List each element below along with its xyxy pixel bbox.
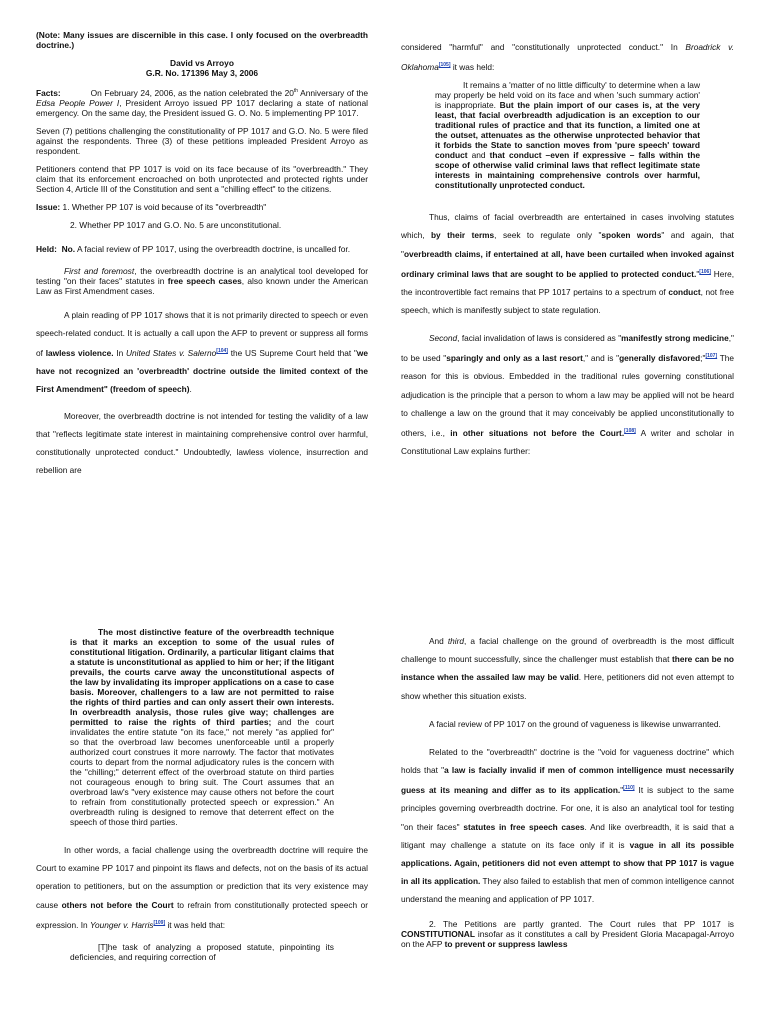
in-other-words-paragraph: In other words, a facial challenge using the overbreadth doctrine will require the Court to examine PP 1017 and pinpoint its flaws and defects, not on the basis of its actual operation to petitioners, but on the assumption or prediction that its very existence may cause others not before the Court to refrain from constitutionally protected speech or expression. In Younger v. Harris[109] it was held that: (36, 845, 369, 930)
petitioners-contend-paragraph: Petitioners contend that PP 1017 is void on its face because of its "overbreadth." They claim that its enforcement encroached on both unprotected and protected rights under Section 4, Article III of the Constitution and sent a "chilling effect" to the citizens. (36, 163, 368, 194)
thus-claims-paragraph: Thus, claims of facial overbreadth are entertained in cases involving statutes which, by their terms, seek to regulate only "spoken words" and again, that "overbreadth claims, if entertained at all, have been curtailed when invoked against ordinary criminal laws that are sought to be applied to protected conduct."[106] Here, the incontrovertible fact remains that PP 1017 pertains to a spectrum of conduct, not free speech, which is manifestly subject to state regulation. (401, 212, 735, 315)
footnote-link[interactable]: [104] (216, 348, 228, 355)
facts-label: Facts: (36, 87, 61, 98)
plain-reading-paragraph: A plain reading of PP 1017 shows that it is not primarily directed to speech or even speech-related conduct. It is actually a call upon the AFP to prevent or suppress all forms of lawless violence. In United States v. Salerno[104] the US Supreme Court held that "we have not recognized an 'overbreadth' doctrine outside the limited context of the First Amendment" (freedom of speech). (36, 309, 368, 395)
broadrick-intro: considered "harmful" and "constitutionally unprotected conduct." In Broadrick v. Oklahoma[105] it was held: (401, 42, 735, 72)
footnote-link[interactable]: [109] (153, 919, 166, 926)
footnote-link[interactable]: [107] (705, 353, 718, 360)
facts-paragraph: Facts: On February 24, 2006, as the nation celebrated the 20th Anniversary of the Edsa People Power I, President Arroyo issued PP 1017 declaring a state of national emergency. On the same day, the President issued G. O. No. 5 implementing PP 1017. (36, 87, 368, 118)
younger-quote: [T]he task of analyzing a proposed statute, pinpointing its deficiencies, and requiring correction of (70, 941, 334, 962)
footnote-link[interactable]: [108] (624, 427, 636, 434)
petitions-granted-paragraph: 2. The Petitions are partly granted. The Court rules that PP 1017 is CONSTITUTIONAL insofar as it constitutes a call by President Gloria Macapagal-Arroyo on the AFP to prevent or suppress lawless (401, 918, 734, 949)
third-paragraph: And third, a facial challenge on the ground of overbreadth is the most difficult challenge to mount successfully, since the challenger must establish that there can be no instance when the assailed law may be valid. Here, petitioners did not even attempt to show whether this situation exists. (401, 636, 735, 701)
column-top-right (401, 38, 734, 468)
scholar-quote: The most distinctive feature of the overbreadth technique is that it marks an exception to some of the usual rules of constitutional litigation. Ordinarily, a particular litigant claims that a statute is unconstitutional as applied to him or her; if the litigant prevails, the courts carve away the unconstitutional aspects of the law by invalidating its improper applications on a case to case basis. Moreover, challengers to a law are not permitted to raise the rights of third parties and can only assert their own interests. In overbreadth analysis, those rules give way; challenges are permitted to raise the rights of third parties; and the court invalidates the entire statute "on its face," not merely "as applied for" so that the overbroad law becomes unenforceable until a properly authorized court construes it more narrowly. The factor that motivates courts to depart from the normal adjudicatory rules is the concern with the "chilling;" deterrent effect of the overbroad statute on third parties not courageous enough to bring suit. The Court assumes that an overbroad law's "very existence may cause others not before the court to refrain from constitutionally protected speech or expression." An overbreadth ruling is designed to remove that deterrent effect on the speech of those third parties. (70, 627, 334, 827)
column-top-left (36, 30, 368, 487)
case-name: David vs Arroyo (170, 58, 234, 68)
moreover-paragraph: Moreover, the overbreadth doctrine is not intended for testing the validity of a law that "reflects legitimate state interest in maintaining comprehensive control over harmful, constitutionally unprotected conduct." Undoubtedly, lawless violence, insurrection and rebellion are (36, 410, 368, 476)
held-label: Held: (36, 243, 57, 254)
broadrick-quote: It remains a 'matter of no little difficulty' to determine when a law may properly be held void on its face and when 'such summary action' is inappropriate. But the plain import of our cases is, at the very least, that facial overbreadth adjudication is an exception to our traditional rules of practice and that its function, a limited one at the outset, attenuates as the otherwise unprotected behavior that it forbids the State to sanction moves from 'pure speech' toward conduct and that conduct –even if expressive – falls within the scope of otherwise valid criminal laws that reflect legitimate state interests in maintaining comprehensive controls over harmful, constitutionally unprotected conduct. (435, 80, 701, 191)
related-paragraph: Related to the "overbreadth" doctrine is the "void for vagueness doctrine" which holds that "a law is facially invalid if men of common intelligence must necessarily guess at its meaning and differ as to its application."[110] It is subject to the same principles governing overbreadth doctrine. For one, it is also an analytical tool for testing "on their faces" statutes in free speech cases. And like overbreadth, it is said that a litigant may challenge a statute on its face only if it is vague in all its possible applications. Again, petitioners did not even attempt to show that PP 1017 is vague in all its application. They also failed to establish that men of common intelligence cannot understand the meaning and application of PP 1017. (401, 747, 735, 905)
seven-petitions-paragraph: Seven (7) petitions challenging the constitutionality of PP 1017 and G.O. No. 5 were filed against the respondents. Three (3) of these petitions impleaded President Arroyo as respondent. (36, 125, 368, 156)
footnote-link[interactable]: [106] (699, 268, 711, 275)
note: (Note: Many issues are discernible in this case. I only focused on the overbreadth doctrine.) (36, 30, 368, 50)
issue-label: Issue: (36, 201, 61, 212)
second-paragraph: Second, facial invalidation of laws is considered as "manifestly strong medicine," to be used "sparingly and only as a last resort," and is "generally disfavored;"[107] The reason for this is obvious. Embedded in the traditional rules governing constitutional adjudication is the principle that a person to whom a law may be applied will not be heard to challenge a law on the ground that it may conceivably be applied unconstitutionally to others, i.e., in other situations not before the Court.[108] A writer and scholar in Constitutional Law explains further: (401, 333, 734, 456)
held-paragraph: Held: No. A facial review of PP 1017, using the overbreadth doctrine, is uncalled for. (36, 243, 351, 254)
column-bottom-right (401, 632, 734, 957)
first-foremost-paragraph: First and foremost, the overbreadth doctrine is an analytical tool developed for testing "on their faces" statutes in free speech cases, also known under the American Law as First Amendment cases. (36, 265, 368, 296)
column-bottom-left (36, 627, 368, 972)
issue-1: Issue: 1. Whether PP 107 is void because of its "overbreadth" (36, 201, 267, 212)
case-number: G.R. No. 171396 May 3, 2006 (145, 68, 259, 78)
vagueness-review-paragraph: A facial review of PP 1017 on the ground of vagueness is likewise unwarranted. (429, 718, 721, 729)
footnote-link[interactable]: [105] (438, 62, 451, 69)
issue-2: 2. Whether PP 1017 and G.O. No. 5 are unconstitutional. (70, 219, 282, 230)
footnote-link[interactable]: [110] (623, 785, 635, 792)
